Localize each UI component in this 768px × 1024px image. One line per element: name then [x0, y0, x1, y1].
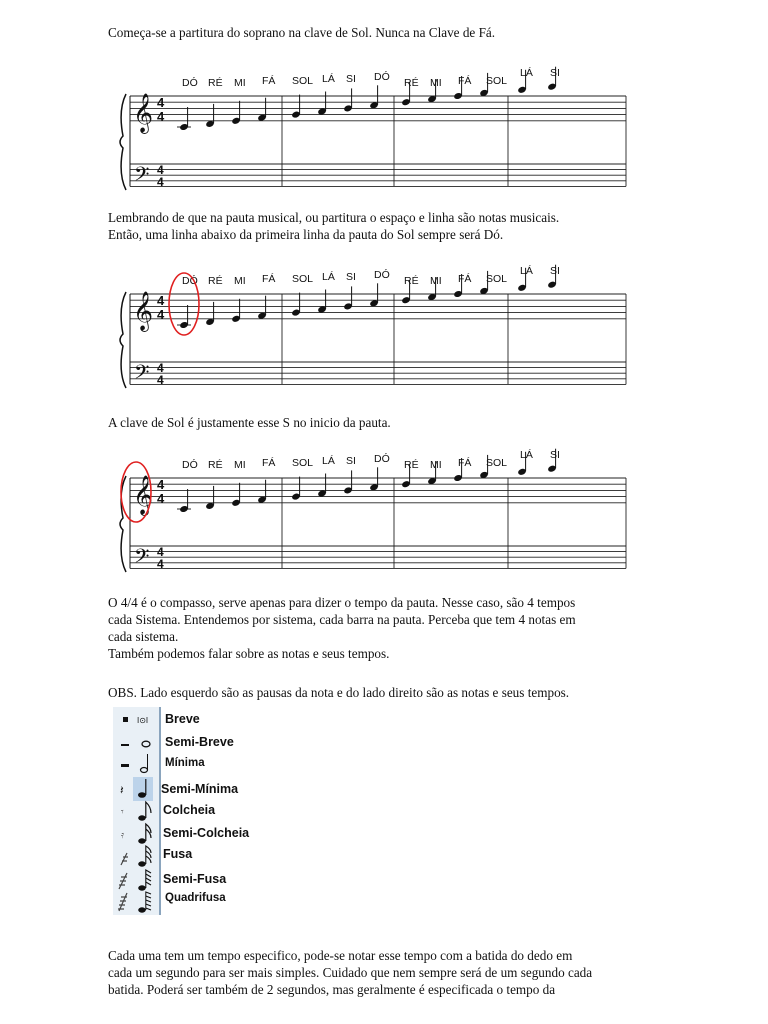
duration-label: Mínima: [165, 757, 205, 769]
duration-label: Quadrifusa: [165, 892, 226, 904]
note-name-label: MI: [234, 459, 246, 471]
minima-rest-icon: [121, 764, 129, 767]
paragraph-timing: Cada uma tem um tempo especifico, pode-se notar esse tempo com a batida do dedo em cada um segundo para ser mais simples. Cuidado que nem sempre será de um segundo cada batida. Poderá ser também de 2 segundos, mas geralmente é especificada o tempo da: [108, 948, 593, 997]
note-name-label: DÓ: [182, 77, 198, 89]
time-signature-digit: 4: [157, 477, 165, 492]
note-name-label: FÁ: [262, 273, 276, 285]
note-name-label: MI: [234, 77, 246, 89]
note-name-label: LÁ: [322, 73, 335, 85]
note-name-label: SI: [550, 67, 560, 79]
time-signature-digit: 4: [157, 163, 164, 177]
time-signature-digit: 4: [157, 557, 164, 571]
note-name-label: LÁ: [322, 271, 335, 283]
note-name-label: DÓ: [182, 459, 198, 471]
time-signature-digit: 4: [157, 491, 165, 506]
bass-clef-icon: 𝄢: [134, 163, 150, 191]
time-signature-digit: 4: [157, 545, 164, 559]
treble-clef-icon: 𝄞: [133, 93, 154, 132]
table-left-panel: [113, 707, 159, 915]
note-name-label: RÉ: [404, 459, 419, 471]
note-name-label: MI: [430, 275, 442, 287]
semicolcheia-note-icon: [138, 838, 146, 843]
note-name-label: DÓ: [374, 71, 390, 83]
intro-paragraph: Começa-se a partitura do soprano na clave de Sol. Nunca na Clave de Fá.: [108, 25, 496, 40]
breve-rest-icon: [123, 717, 128, 722]
colcheia-rest-icon: 𝄾: [121, 807, 124, 818]
time-signature-digit: 4: [157, 307, 165, 322]
note-name-label: MI: [430, 459, 442, 471]
treble-clef-icon: 𝄞: [133, 475, 154, 514]
duration-label: Breve: [165, 712, 200, 726]
time-signature-digit: 4: [157, 175, 164, 189]
note-name-label: SI: [550, 449, 560, 461]
paragraph-staff-lines: Lembrando de que na pauta musical, ou partitura o espaço e linha são notas musicais. Então, uma linha abaixo da primeira linha da pauta do Sol sempre será Dó.: [108, 210, 560, 242]
grand-staff-graphic: [116, 446, 636, 574]
note-name-label: DÓ: [374, 453, 390, 465]
note-name-label: FÁ: [458, 457, 472, 469]
semicolcheia-rest-icon: 𝄿: [121, 830, 125, 841]
music-staff-3: [116, 446, 636, 574]
note-name-label: SOL: [292, 273, 314, 285]
note-name-label: LÁ: [520, 265, 533, 277]
note-name-label: SI: [550, 265, 560, 277]
semiminima-note-icon: [138, 792, 146, 798]
fusa-note-icon: [138, 861, 146, 866]
note-name-label: RÉ: [208, 77, 223, 89]
grand-staff-graphic: [116, 64, 636, 192]
duration-label: Fusa: [163, 847, 193, 861]
duration-label: Semi-Breve: [165, 735, 234, 749]
note-name-label: SOL: [292, 457, 314, 469]
obs-paragraph: OBS. Lado esquerdo são as pausas da nota e do lado direito são as notas e seus tempos.: [108, 685, 570, 700]
time-signature-digit: 4: [157, 361, 164, 375]
note-name-label: SOL: [292, 75, 314, 87]
note-name-label: FÁ: [262, 75, 276, 87]
note-name-label: SOL: [486, 75, 508, 87]
staff-brace: [120, 292, 126, 388]
quadrifusa-note-icon: [138, 907, 146, 912]
note-name-label: RÉ: [404, 77, 419, 89]
note-name-label: FÁ: [262, 457, 276, 469]
note-name-label: SOL: [486, 457, 508, 469]
time-signature-digit: 4: [157, 109, 165, 124]
staff-brace: [120, 94, 126, 190]
music-staff-1: [116, 64, 636, 192]
note-name-label: RÉ: [208, 459, 223, 471]
paragraph-time-signature: O 4/4 é o compasso, serve apenas para dizer o tempo da pauta. Nesse caso, são 4 tempos cada Sistema. Entendemos por sistema, cada barra na pauta. Perceba que tem 4 notas em cada sistema. Também podemos falar sobre as notas e seus tempos.: [108, 595, 576, 661]
time-signature-digit: 4: [157, 95, 165, 110]
paragraph-treble-clef: A clave de Sol é justamente esse S no inicio da pauta.: [108, 415, 391, 430]
bass-clef-icon: 𝄢: [134, 545, 150, 573]
breve-note-icon: I⊙I: [137, 716, 149, 725]
duration-label: Semi-Colcheia: [163, 826, 250, 840]
note-name-label: SI: [346, 271, 356, 283]
note-name-label: MI: [234, 275, 246, 287]
note-name-label: DÓ: [182, 275, 198, 287]
note-duration-table: [113, 707, 263, 915]
time-signature-digit: 4: [157, 293, 165, 308]
colcheia-note-icon: [138, 815, 146, 820]
duration-label: Colcheia: [163, 803, 216, 817]
bass-clef-icon: 𝄢: [134, 361, 150, 389]
treble-clef-icon: 𝄞: [133, 291, 154, 330]
semifusa-note-icon: [138, 885, 146, 890]
note-name-label: LÁ: [520, 449, 533, 461]
semibreve-rest-icon: [121, 744, 129, 746]
note-name-label: SOL: [486, 273, 508, 285]
note-name-label: FÁ: [458, 273, 472, 285]
note-name-label: SI: [346, 73, 356, 85]
note-name-label: RÉ: [208, 275, 223, 287]
note-name-label: LÁ: [322, 455, 335, 467]
time-signature-digit: 4: [157, 373, 164, 387]
music-staff-2: [116, 262, 636, 390]
note-name-label: DÓ: [374, 269, 390, 281]
note-name-label: SI: [346, 455, 356, 467]
note-name-label: MI: [430, 77, 442, 89]
note-name-label: FÁ: [458, 75, 472, 87]
note-name-label: LÁ: [520, 67, 533, 79]
note-name-label: RÉ: [404, 275, 419, 287]
grand-staff-graphic: [116, 262, 636, 390]
semiminima-rest-icon: 𝄽: [120, 783, 124, 797]
duration-label: Semi-Mínima: [161, 782, 239, 796]
duration-label: Semi-Fusa: [163, 872, 227, 886]
